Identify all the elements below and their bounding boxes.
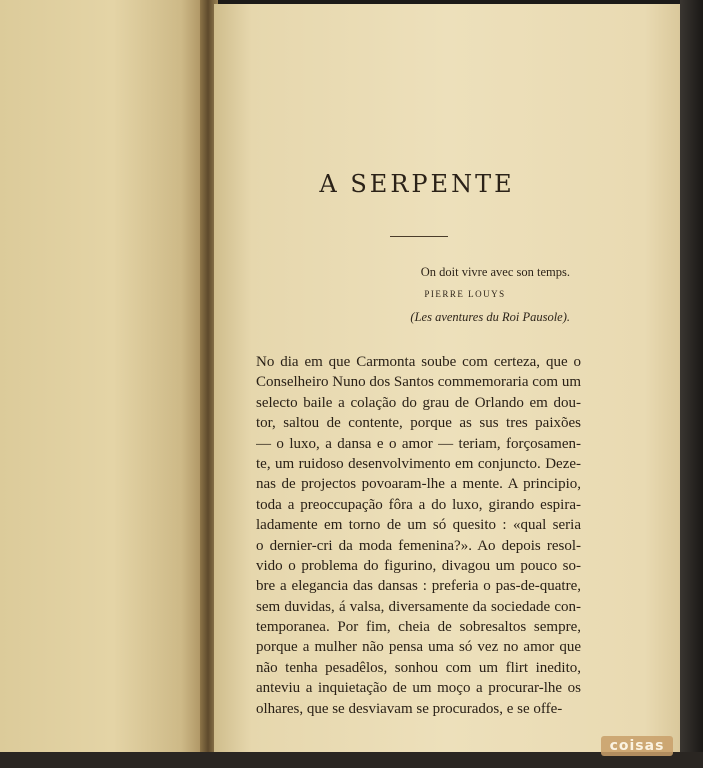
paragraph-line: selecto baile a colação do grau de Orlando em dou- [256, 394, 581, 411]
paragraph-line: nas de projectos povoaram-lhe a mente. A principio, [256, 476, 581, 493]
title-divider [390, 236, 448, 237]
paragraph-line: sem duvidas, á valsa, diversamente da sociedade con- [256, 598, 581, 615]
book-cover-edge [680, 0, 703, 768]
paragraph-line: porque a mulher não pensa uma só vez no amor que [256, 639, 581, 656]
paragraph-line: Conselheiro Nuno dos Santos commemoraria com um [256, 374, 581, 391]
paragraph-line: temporanea. Por fim, cheia de sobresaltos sempre, [256, 619, 581, 636]
chapter-title: A SERPENTE [319, 170, 515, 198]
epigraph-source: (Les aventures du Roi Pausole). [410, 310, 570, 324]
paragraph-line: o dernier-cri da moda femenina?». Ao depois resol- [256, 537, 581, 554]
paragraph-line: te, um ruidoso desenvolvimento em conjuncto. Deze- [256, 455, 581, 472]
epigraph-author: PIERRE LOUYS [424, 289, 506, 299]
paragraph-line: toda a preoccupação fôra a do luxo, girando espira- [256, 496, 581, 513]
left-page-blank [0, 0, 206, 760]
bottom-background [0, 752, 703, 768]
paragraph-line: No dia em que Carmonta soube com certeza, que o [256, 354, 581, 370]
paragraph-line: olhares, que se desviavam se procurados, e se offe- [256, 700, 563, 717]
watermark-logo: coisas [601, 736, 673, 756]
paragraph-line: ladamente em torno de um só quesito : «qual seria [256, 517, 581, 534]
paragraph-line: não tenha pesadêlos, sonhou com um flirt inedito, [256, 659, 581, 676]
paragraph-line: tor, saltou de contente, porque as sus tres paixões [256, 415, 581, 432]
paragraph-line: bre a elegancia das dansas : preferia o pas-de-quatre, [256, 578, 581, 595]
epigraph-quote: On doit vivre avec son temps. [420, 265, 570, 279]
paragraph-line: anteviu a inquietação de um moço a procurar-lhe os [256, 680, 581, 697]
paragraph-line: vido o problema do figurino, divagou um pouco so- [256, 557, 581, 574]
body-paragraph [256, 352, 581, 719]
paragraph-line: — o luxo, a dansa e o amor — teriam, forçosamen- [256, 435, 581, 452]
